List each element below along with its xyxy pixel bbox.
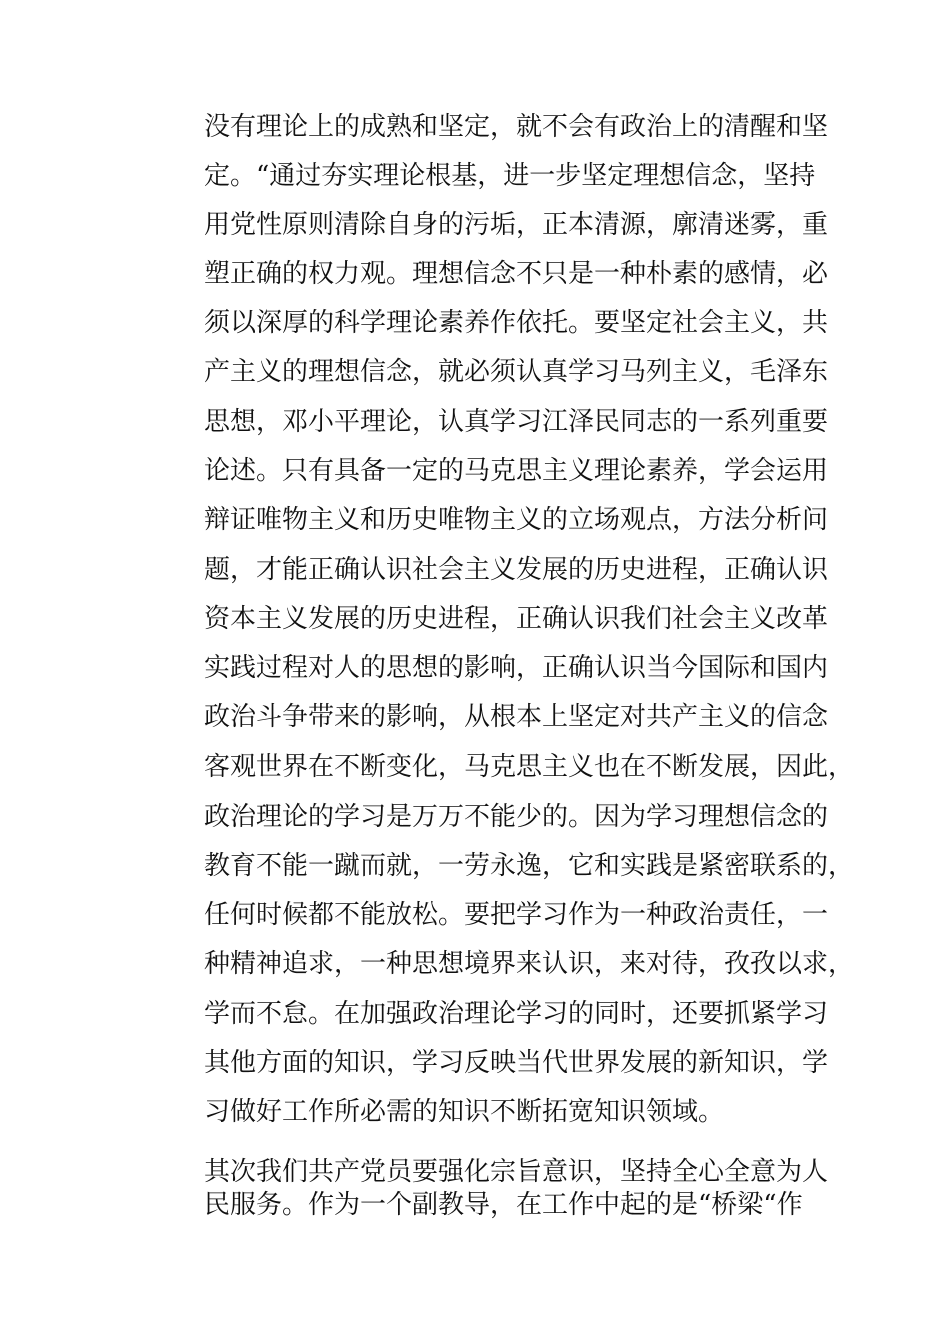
paragraph-1-line-7: 思想，邓小平理论，认真学习江泽民同志的一系列重要 <box>204 407 829 437</box>
paragraph-1-line-16: 教育不能一蹴而就，一劳永逸，它和实践是紧密联系的， <box>204 851 855 881</box>
paragraph-1-line-12: 实践过程对人的思想的影响，正确认识当今国际和国内 <box>204 653 829 683</box>
paragraph-2-line-1: 其次我们共产党员要强化宗旨意识，坚持全心全意为人 <box>204 1157 829 1187</box>
paragraph-1-line-6: 产主义的理想信念，就必须认真学习马列主义，毛泽东 <box>204 357 829 387</box>
paragraph-1-line-20: 其他方面的知识，学习反映当代世界发展的新知识，学 <box>204 1048 829 1078</box>
paragraph-1-line-5: 须以深厚的科学理论素养作依托。要坚定社会主义，共 <box>204 308 829 338</box>
paragraph-1-line-8: 论述。只有具备一定的马克思主义理论素养，学会运用 <box>204 456 829 486</box>
paragraph-1-line-1: 没有理论上的成熟和坚定，就不会有政治上的清醒和坚 <box>204 112 829 142</box>
paragraph-1-line-2: 定。“通过夯实理论根基，进一步坚定理想信念，坚持 <box>204 161 816 191</box>
paragraph-1-line-9: 辩证唯物主义和历史唯物主义的立场观点，方法分析问 <box>204 505 829 535</box>
paragraph-1-line-4: 塑正确的权力观。理想信念不只是一种朴素的感情，必 <box>204 259 829 289</box>
paragraph-1-line-10: 题，才能正确认识社会主义发展的历史进程，正确认识 <box>204 555 829 585</box>
paragraph-2-line-2: 民服务。作为一个副教导，在工作中起的是“桥梁“作 <box>204 1190 803 1220</box>
paragraph-1-line-11: 资本主义发展的历史进程，正确认识我们社会主义改革 <box>204 604 829 634</box>
paragraph-1-line-15: 政治理论的学习是万万不能少的。因为学习理想信念的 <box>204 802 829 832</box>
paragraph-1-line-17: 任何时候都不能放松。要把学习作为一种政治责任，一 <box>204 900 829 930</box>
paragraph-1-line-19: 学而不怠。在加强政治理论学习的同时，还要抓紧学习 <box>204 999 829 1029</box>
paragraph-1-line-14: 客观世界在不断变化，马克思主义也在不断发展，因此， <box>204 752 855 782</box>
paragraph-1-line-21: 习做好工作所必需的知识不断拓宽知识领域。 <box>204 1097 725 1127</box>
paragraph-1-line-3: 用党性原则清除自身的污垢，正本清源，廓清迷雾，重 <box>204 210 829 240</box>
paragraph-1-line-18: 种精神追求，一种思想境界来认识，来对待，孜孜以求， <box>204 949 855 979</box>
paragraph-1-line-13: 政治斗争带来的影响，从根本上坚定对共产主义的信念 <box>204 702 829 732</box>
